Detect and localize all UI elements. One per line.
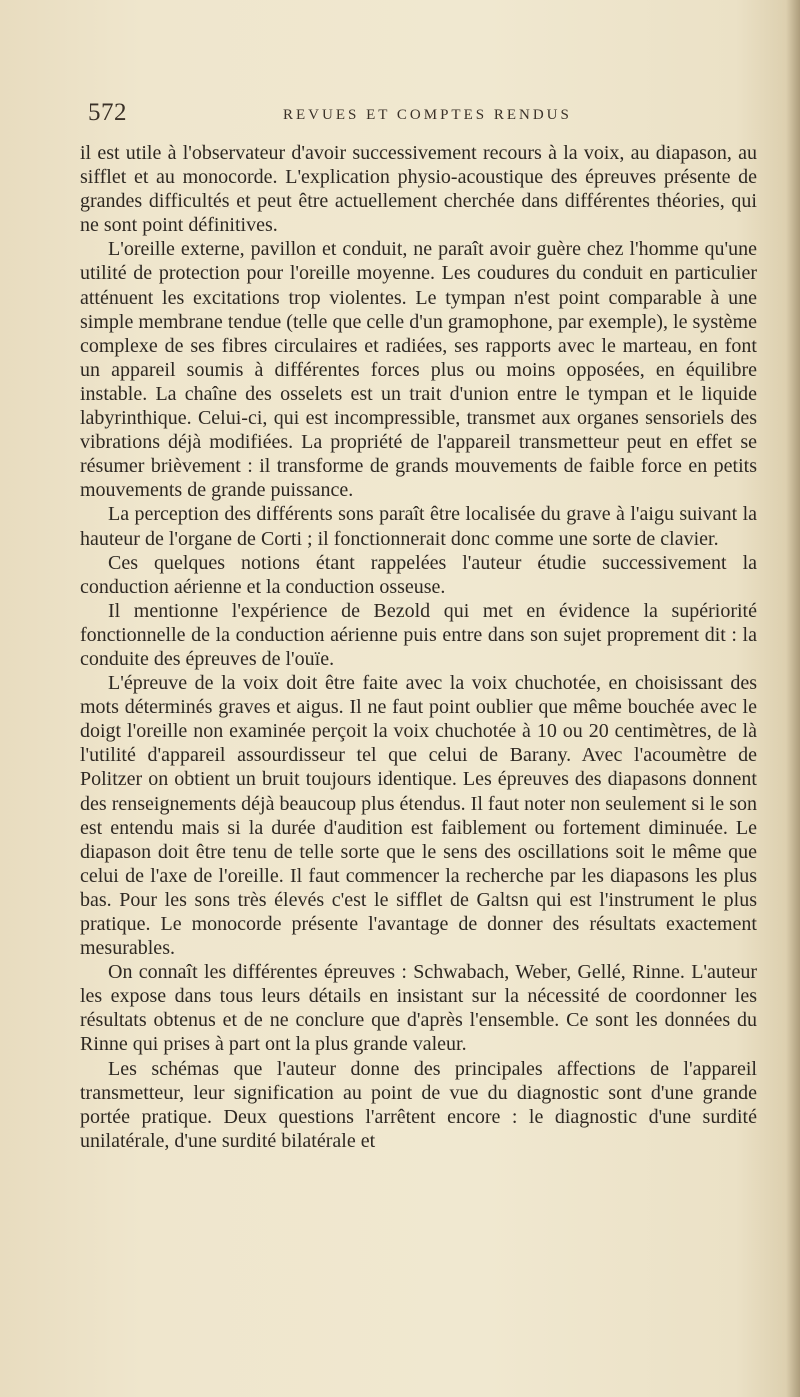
article-body: [80, 141, 757, 1153]
paragraph: On connaît les différentes épreuves : Schwabach, Weber, Gellé, Rinne. L'auteur les expose dans tous leurs détails en insistant sur la nécessité de coordonner les résultats obtenus et de ne conclure que d'après l'ensemble. Ce sont les données du Rinne qui prises à part ont la plus grande valeur.: [80, 961, 757, 1056]
paragraph: Il mentionne l'expérience de Bezold qui met en évidence la supériorité fonctionnelle de la conduction aérienne puis entre dans son sujet proprement dit : la conduite des épreuves de l'ouïe.: [80, 599, 757, 670]
page-number: 572: [88, 99, 127, 126]
page-edge-shadow: [786, 0, 800, 1397]
page-header: [88, 95, 760, 131]
paragraph: il est utile à l'observateur d'avoir successivement recours à la voix, au diapason, au sifflet et au monocorde. L'explication physio-acoustique des épreuves présente de grandes difficultés et peut être actuellement cherchée dans différentes théories, qui ne sont point définitives.: [80, 142, 757, 237]
paragraph: L'oreille externe, pavillon et conduit, ne paraît avoir guère chez l'homme qu'une utilité de protection pour l'oreille moyenne. Les coudures du conduit en particulier atténuent les excitations trop violentes. Le tympan n'est point comparable à une simple membrane tendue (telle que celle d'un gramophone, par exemple), le système complexe de ses fibres circulaires et radiées, ses rapports avec le marteau, en font un appareil soumis à différentes forces plus ou moins opposées, en équilibre instable. La chaîne des osselets est un trait d'union entre le tympan et le liquide labyrinthique. Celui-ci, qui est incompressible, transmet aux organes sensoriels des vibrations déjà modifiées. La propriété de l'appareil transmetteur peut en effet se résumer brièvement : il transforme de grands mouvements de faible force en petits mouvements de grande puissance.: [80, 238, 757, 502]
paragraph: Les schémas que l'auteur donne des principales affections de l'appareil transmetteur, leur signification au point de vue du diagnostic sont d'une grande portée pratique. Deux questions l'arrêtent encore : le diagnostic d'une surdité unilatérale, d'une surdité bilatérale et: [80, 1057, 757, 1152]
paragraph: L'épreuve de la voix doit être faite avec la voix chuchotée, en choisissant des mots déterminés graves et aigus. Il ne faut point oublier que même bouchée avec le doigt l'oreille non examinée perçoit la voix chuchotée à 10 ou 20 centimètres, de là l'utilité d'appareil assourdisseur tel que celui de Barany. Avec l'acoumètre de Politzer on obtient un bruit toujours identique. Les épreuves des diapasons donnent des renseignements déjà beaucoup plus étendus. Il faut noter non seulement si le son est entendu mais si la durée d'audition est faiblement ou fortement diminuée. Le diapason doit être tenu de telle sorte que le sens des oscillations soit le même que celui de l'axe de l'oreille. Il faut commencer la recherche par les diapasons les plus bas. Pour les sons très élevés c'est le sifflet de Galtsn qui est l'instrument le plus pratique. Le monocorde présente l'avantage de donner des résultats exactement mesurables.: [80, 672, 757, 960]
running-title: REVUES ET COMPTES RENDUS: [283, 107, 572, 123]
paragraph: La perception des différents sons paraît être localisée du grave à l'aigu suivant la hauteur de l'organe de Corti ; il fonctionnerait donc comme une sorte de clavier.: [80, 503, 757, 550]
paragraph: Ces quelques notions étant rappelées l'auteur étudie successivement la conduction aérienne et la conduction osseuse.: [80, 551, 757, 598]
